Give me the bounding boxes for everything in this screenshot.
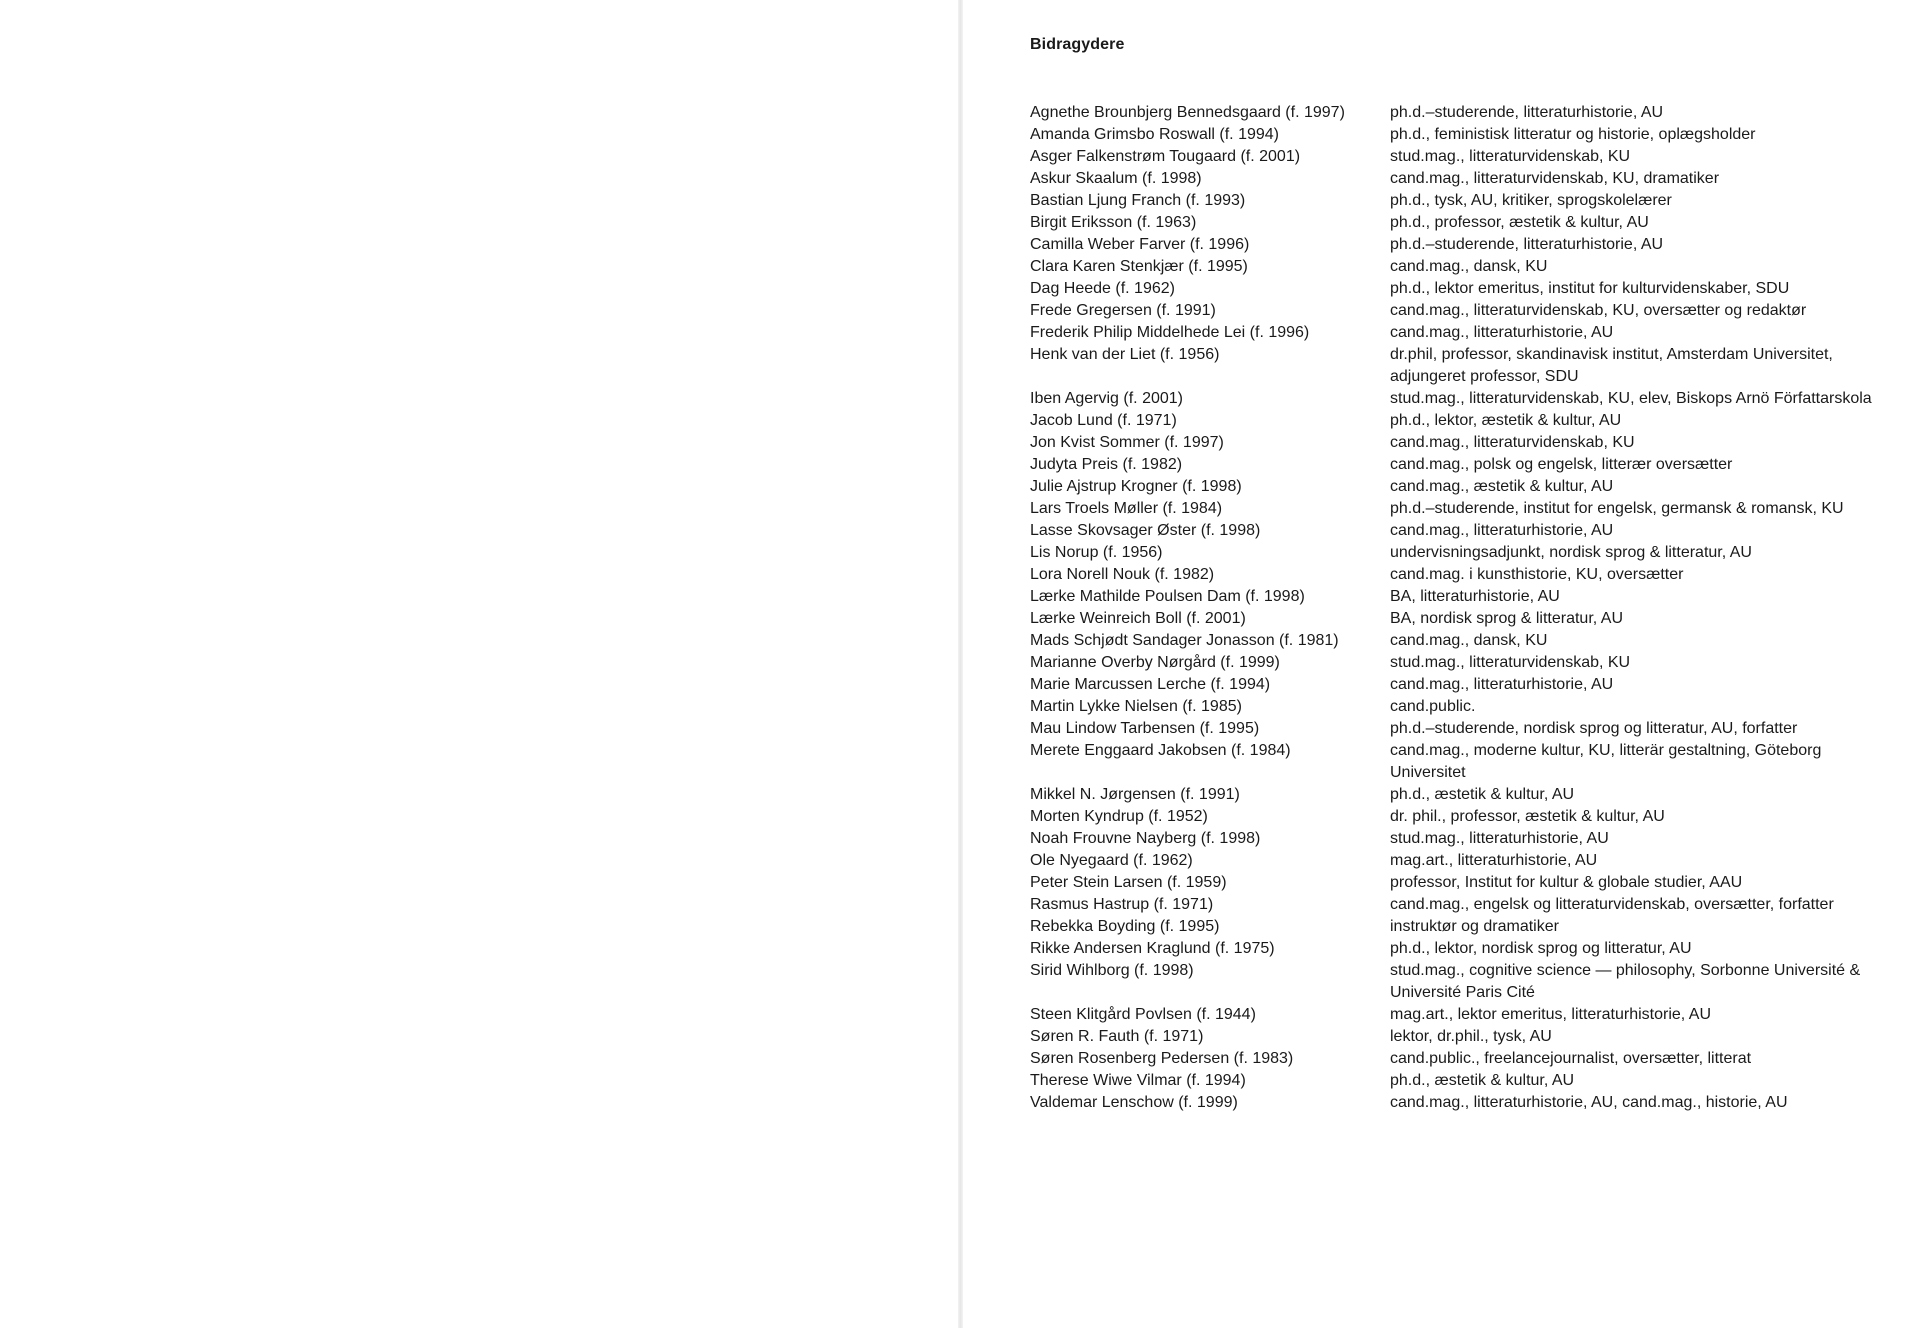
- contributor-row: [1030, 938, 1880, 960]
- left-page: [0, 0, 958, 1328]
- contributor-name: Valdemar Lenschow (f. 1999): [1030, 1094, 1238, 1111]
- contributor-row: [1030, 322, 1880, 344]
- contributor-name: Clara Karen Stenkjær (f. 1995): [1030, 258, 1248, 275]
- contributor-row: [1030, 916, 1880, 938]
- contributor-name: Søren R. Fauth (f. 1971): [1030, 1028, 1204, 1045]
- contributor-name: Mads Schjødt Sandager Jonasson (f. 1981): [1030, 632, 1339, 649]
- contributor-description: stud.mag., cognitive science — philosophy, Sorbonne Université & Université Paris Cité: [1390, 962, 1861, 1001]
- contributor-row: [1030, 300, 1880, 322]
- contributor-description: cand.mag., engelsk og litteraturvidenskab, oversætter, forfatter: [1390, 896, 1834, 913]
- contributor-description: dr. phil., professor, æstetik & kultur, AU: [1390, 808, 1665, 825]
- contributor-description: ph.d., tysk, AU, kritiker, sprogskolelærer: [1390, 192, 1672, 209]
- contributor-row: [1030, 608, 1880, 630]
- contributor-row: [1030, 586, 1880, 608]
- contributor-description: ph.d., æstetik & kultur, AU: [1390, 786, 1575, 803]
- contributor-row: [1030, 388, 1880, 410]
- contributor-row: [1030, 1070, 1880, 1092]
- contributor-name: Iben Agervig (f. 2001): [1030, 390, 1183, 407]
- contributor-description: BA, litteraturhistorie, AU: [1390, 588, 1560, 605]
- contributor-description: ph.d.–studerende, nordisk sprog og litteratur, AU, forfatter: [1390, 720, 1798, 737]
- contributor-description: ph.d.–studerende, litteraturhistorie, AU: [1390, 236, 1664, 253]
- contributor-row: [1030, 674, 1880, 696]
- contributor-name: Ole Nyegaard (f. 1962): [1030, 852, 1193, 869]
- contributor-row: [1030, 806, 1880, 828]
- contributor-description: cand.mag., dansk, KU: [1390, 632, 1548, 649]
- contributor-description: BA, nordisk sprog & litteratur, AU: [1390, 610, 1623, 627]
- contributor-row: [1030, 498, 1880, 520]
- contributor-name: Rikke Andersen Kraglund (f. 1975): [1030, 940, 1275, 957]
- contributor-row: [1030, 960, 1880, 1004]
- contributor-row: [1030, 146, 1880, 168]
- contributor-description: stud.mag., litteraturvidenskab, KU, elev, Biskops Arnö Författarskola: [1390, 390, 1872, 407]
- contributor-description: mag.art., litteraturhistorie, AU: [1390, 852, 1598, 869]
- page-heading: Bidragydere: [1030, 36, 1125, 53]
- contributor-name: Dag Heede (f. 1962): [1030, 280, 1175, 297]
- contributor-row: [1030, 168, 1880, 190]
- contributor-description: cand.mag., litteraturhistorie, AU: [1390, 676, 1614, 693]
- contributor-name: Marianne Overby Nørgård (f. 1999): [1030, 654, 1280, 671]
- contributor-description: ph.d., lektor, nordisk sprog og litteratur, AU: [1390, 940, 1692, 957]
- contributor-description: cand.mag., litteraturvidenskab, KU: [1390, 434, 1635, 451]
- contributor-description: cand.public.: [1390, 698, 1476, 715]
- contributor-row: [1030, 828, 1880, 850]
- contributor-description: ph.d., æstetik & kultur, AU: [1390, 1072, 1575, 1089]
- contributor-name: Lasse Skovsager Øster (f. 1998): [1030, 522, 1261, 539]
- contributor-name: Marie Marcussen Lerche (f. 1994): [1030, 676, 1271, 693]
- contributor-name: Agnethe Brounbjerg Bennedsgaard (f. 1997): [1030, 104, 1345, 121]
- contributor-row: [1030, 1026, 1880, 1048]
- contributor-name: Noah Frouvne Nayberg (f. 1998): [1030, 830, 1261, 847]
- contributor-description: cand.mag., litteraturhistorie, AU: [1390, 324, 1614, 341]
- contributor-description: professor, Institut for kultur & globale studier, AAU: [1390, 874, 1743, 891]
- contributor-description: cand.mag. i kunsthistorie, KU, oversætter: [1390, 566, 1684, 583]
- contributor-name: Julie Ajstrup Krogner (f. 1998): [1030, 478, 1242, 495]
- contributor-row: [1030, 278, 1880, 300]
- contributor-description: cand.mag., polsk og engelsk, litterær oversætter: [1390, 456, 1733, 473]
- contributor-row: [1030, 520, 1880, 542]
- contributor-description: cand.mag., æstetik & kultur, AU: [1390, 478, 1614, 495]
- contributor-name: Henk van der Liet (f. 1956): [1030, 346, 1220, 363]
- contributor-row: [1030, 1048, 1880, 1070]
- contributor-description: cand.mag., moderne kultur, KU, litterär gestaltning, Göteborg Universitet: [1390, 742, 1822, 781]
- contributor-name: Peter Stein Larsen (f. 1959): [1030, 874, 1227, 891]
- contributor-description: cand.mag., litteraturvidenskab, KU, oversætter og redaktør: [1390, 302, 1807, 319]
- contributor-row: [1030, 476, 1880, 498]
- contributor-description: ph.d.–studerende, institut for engelsk, germansk & romansk, KU: [1390, 500, 1844, 517]
- contributor-description: cand.mag., litteraturvidenskab, KU, dramatiker: [1390, 170, 1720, 187]
- contributor-row: [1030, 124, 1880, 146]
- contributor-row: [1030, 410, 1880, 432]
- contributor-row: [1030, 630, 1880, 652]
- contributor-row: [1030, 740, 1880, 784]
- contributor-name: Asger Falkenstrøm Tougaard (f. 2001): [1030, 148, 1301, 165]
- contributor-row: [1030, 652, 1880, 674]
- contributor-description: undervisningsadjunkt, nordisk sprog & litteratur, AU: [1390, 544, 1752, 561]
- contributor-name: Lars Troels Møller (f. 1984): [1030, 500, 1223, 517]
- contributor-description: stud.mag., litteraturvidenskab, KU: [1390, 654, 1631, 671]
- contributor-name: Martin Lykke Nielsen (f. 1985): [1030, 698, 1242, 715]
- contributor-description: cand.mag., litteraturhistorie, AU: [1390, 522, 1614, 539]
- contributor-row: [1030, 564, 1880, 586]
- contributor-description: cand.mag., litteraturhistorie, AU, cand.mag., historie, AU: [1390, 1094, 1788, 1111]
- contributor-description: ph.d.–studerende, litteraturhistorie, AU: [1390, 104, 1664, 121]
- contributor-description: cand.public., freelancejournalist, oversætter, litterat: [1390, 1050, 1752, 1067]
- contributor-name: Askur Skaalum (f. 1998): [1030, 170, 1202, 187]
- contributor-description: lektor, dr.phil., tysk, AU: [1390, 1028, 1552, 1045]
- contributor-name: Mau Lindow Tarbensen (f. 1995): [1030, 720, 1260, 737]
- contributor-row: [1030, 718, 1880, 740]
- contributor-row: [1030, 212, 1880, 234]
- contributor-row: [1030, 432, 1880, 454]
- contributor-name: Mikkel N. Jørgensen (f. 1991): [1030, 786, 1240, 803]
- contributor-row: [1030, 1092, 1880, 1114]
- contributor-description: mag.art., lektor emeritus, litteraturhistorie, AU: [1390, 1006, 1711, 1023]
- contributor-name: Jacob Lund (f. 1971): [1030, 412, 1177, 429]
- contributor-description: stud.mag., litteraturhistorie, AU: [1390, 830, 1609, 847]
- contributor-list: [1030, 102, 1880, 1114]
- contributor-name: Judyta Preis (f. 1982): [1030, 456, 1183, 473]
- contributor-row: [1030, 256, 1880, 278]
- contributor-row: [1030, 542, 1880, 564]
- contributor-row: [1030, 894, 1880, 916]
- contributor-name: Bastian Ljung Franch (f. 1993): [1030, 192, 1246, 209]
- contributor-description: instruktør og dramatiker: [1390, 918, 1559, 935]
- contributor-description: ph.d., lektor, æstetik & kultur, AU: [1390, 412, 1622, 429]
- contributor-row: [1030, 234, 1880, 256]
- contributor-row: [1030, 102, 1880, 124]
- contributor-description: stud.mag., litteraturvidenskab, KU: [1390, 148, 1631, 165]
- contributor-description: ph.d., professor, æstetik & kultur, AU: [1390, 214, 1649, 231]
- contributor-name: Camilla Weber Farver (f. 1996): [1030, 236, 1250, 253]
- contributor-name: Frede Gregersen (f. 1991): [1030, 302, 1216, 319]
- contributor-row: [1030, 696, 1880, 718]
- contributor-name: Sirid Wihlborg (f. 1998): [1030, 962, 1194, 979]
- contributor-name: Rebekka Boyding (f. 1995): [1030, 918, 1220, 935]
- contributor-name: Therese Wiwe Vilmar (f. 1994): [1030, 1072, 1246, 1089]
- contributor-name: Birgit Eriksson (f. 1963): [1030, 214, 1197, 231]
- contributor-row: [1030, 344, 1880, 388]
- contributor-description: cand.mag., dansk, KU: [1390, 258, 1548, 275]
- contributor-name: Steen Klitgård Povlsen (f. 1944): [1030, 1006, 1256, 1023]
- contributor-row: [1030, 872, 1880, 894]
- contributor-name: Lærke Weinreich Boll (f. 2001): [1030, 610, 1246, 627]
- contributor-name: Rasmus Hastrup (f. 1971): [1030, 896, 1214, 913]
- contributor-description: ph.d., lektor emeritus, institut for kulturvidenskaber, SDU: [1390, 280, 1790, 297]
- contributor-row: [1030, 454, 1880, 476]
- contributor-row: [1030, 190, 1880, 212]
- contributor-name: Amanda Grimsbo Roswall (f. 1994): [1030, 126, 1279, 143]
- contributor-row: [1030, 1004, 1880, 1026]
- contributor-row: [1030, 850, 1880, 872]
- contributor-name: Lis Norup (f. 1956): [1030, 544, 1163, 561]
- contributor-name: Frederik Philip Middelhede Lei (f. 1996): [1030, 324, 1310, 341]
- contributor-row: [1030, 784, 1880, 806]
- contributor-name: Søren Rosenberg Pedersen (f. 1983): [1030, 1050, 1294, 1067]
- contributor-name: Lærke Mathilde Poulsen Dam (f. 1998): [1030, 588, 1305, 605]
- contributor-description: ph.d., feministisk litteratur og historie, oplægsholder: [1390, 126, 1756, 143]
- contributor-name: Lora Norell Nouk (f. 1982): [1030, 566, 1215, 583]
- contributor-name: Morten Kyndrup (f. 1952): [1030, 808, 1208, 825]
- contributor-description: dr.phil, professor, skandinavisk institut, Amsterdam Universitet, adjungeret professor, SDU: [1390, 346, 1833, 385]
- contributor-name: Merete Enggaard Jakobsen (f. 1984): [1030, 742, 1291, 759]
- contributor-name: Jon Kvist Sommer (f. 1997): [1030, 434, 1224, 451]
